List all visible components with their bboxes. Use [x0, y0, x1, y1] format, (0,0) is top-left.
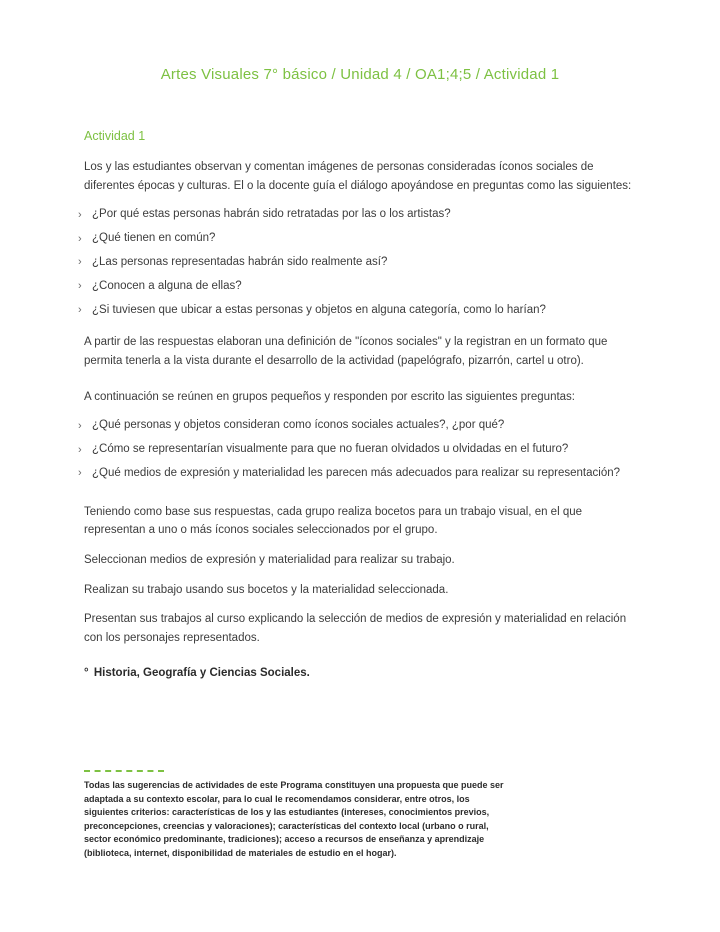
seleccionan-paragraph: Seleccionan medios de expresión y materialidad para realizar su trabajo.	[84, 553, 455, 566]
list-item	[78, 441, 636, 459]
list-item-text: ¿Si tuviesen que ubicar a estas personas y objetos en alguna categoría, como lo harían?	[92, 303, 546, 316]
bullet-icon: ›	[78, 280, 82, 293]
list-item-text: ¿Cómo se representarían visualmente para que no fueran olvidados u olvidadas en el futuro?	[92, 443, 569, 455]
crossref-line	[84, 667, 636, 679]
list-item-text: ¿Qué medios de expresión y materialidad les parecen más adecuados para realizar su representación?	[92, 466, 621, 479]
question-list-2	[78, 417, 636, 482]
list-item-text: ¿Conocen a alguna de ellas?	[92, 279, 242, 292]
bullet-icon: ›	[78, 256, 82, 269]
question-list-1	[78, 206, 636, 319]
list-item	[78, 302, 636, 320]
list-item-text: ¿Por qué estas personas habrán sido retratadas por las o los artistas?	[92, 208, 451, 221]
list-item-text: ¿Las personas representadas habrán sido realmente así?	[92, 255, 388, 268]
footnote	[84, 770, 508, 860]
activity-heading: Actividad 1	[84, 129, 146, 143]
groups-paragraph: A continuación se reúnen en grupos pequeños y responden por escrito las siguientes preguntas:	[84, 390, 575, 403]
footnote-text: Todas las sugerencias de actividades de este Programa constituyen una propuesta que puede ser adaptada a su contexto escolar, para lo cual le recomendamos considerar, entre otros, los siguientes criterios: características de los y las estudiantes (intereses, conocimientos previos, preconcepciones, creencias y valoraciones); características del contexto local (urbano o rural, sector económico predominante, tradiciones); acceso a recursos de enseñanza y aprendizaje (biblioteca, internet, disponibilidad de materiales de estudio en el hogar).	[84, 780, 504, 858]
list-item	[78, 278, 636, 296]
page-title: Artes Visuales 7° básico / Unidad 4 / OA1;4;5 / Actividad 1	[160, 66, 560, 83]
bullet-icon: ›	[78, 419, 82, 432]
crossref-marker-icon: °	[84, 667, 89, 680]
bullet-icon: ›	[78, 232, 82, 245]
bocetos-paragraph: Teniendo como base sus respuestas, cada grupo realiza bocetos para un trabajo visual, en el que representan a uno o más íconos sociales seleccionados por el grupo.	[84, 505, 583, 537]
list-item	[78, 254, 636, 272]
presentan-paragraph: Presentan sus trabajos al curso explicando la selección de medios de expresión y materialidad en relación con los personajes representados.	[84, 613, 627, 644]
list-item	[78, 230, 636, 248]
definition-paragraph: A partir de las respuestas elaboran una definición de "íconos sociales" y la registran en un formato que permita tenerla a la vista durante el desarrollo de la actividad (papelógrafo, pizarrón, cartel u otro).	[84, 336, 608, 367]
bullet-icon: ›	[78, 208, 82, 221]
footnote-separator	[84, 770, 164, 772]
realizan-paragraph: Realizan su trabajo usando sus bocetos y la materialidad seleccionada.	[84, 583, 449, 596]
list-item	[78, 206, 636, 224]
list-item	[78, 417, 636, 435]
intro-paragraph: Los y las estudiantes observan y comentan imágenes de personas consideradas íconos sociales de diferentes épocas y culturas. El o la docente guía el diálogo apoyándose en preguntas como las siguientes:	[84, 161, 632, 192]
list-item-text: ¿Qué tienen en común?	[92, 232, 216, 245]
list-item	[78, 465, 636, 483]
bullet-icon: ›	[78, 443, 82, 456]
list-item-text: ¿Qué personas y objetos consideran como íconos sociales actuales?, ¿por qué?	[92, 419, 505, 432]
bullet-icon: ›	[78, 304, 82, 316]
bullet-icon: ›	[78, 467, 82, 480]
crossref-text: Historia, Geografía y Ciencias Sociales.	[93, 667, 310, 680]
